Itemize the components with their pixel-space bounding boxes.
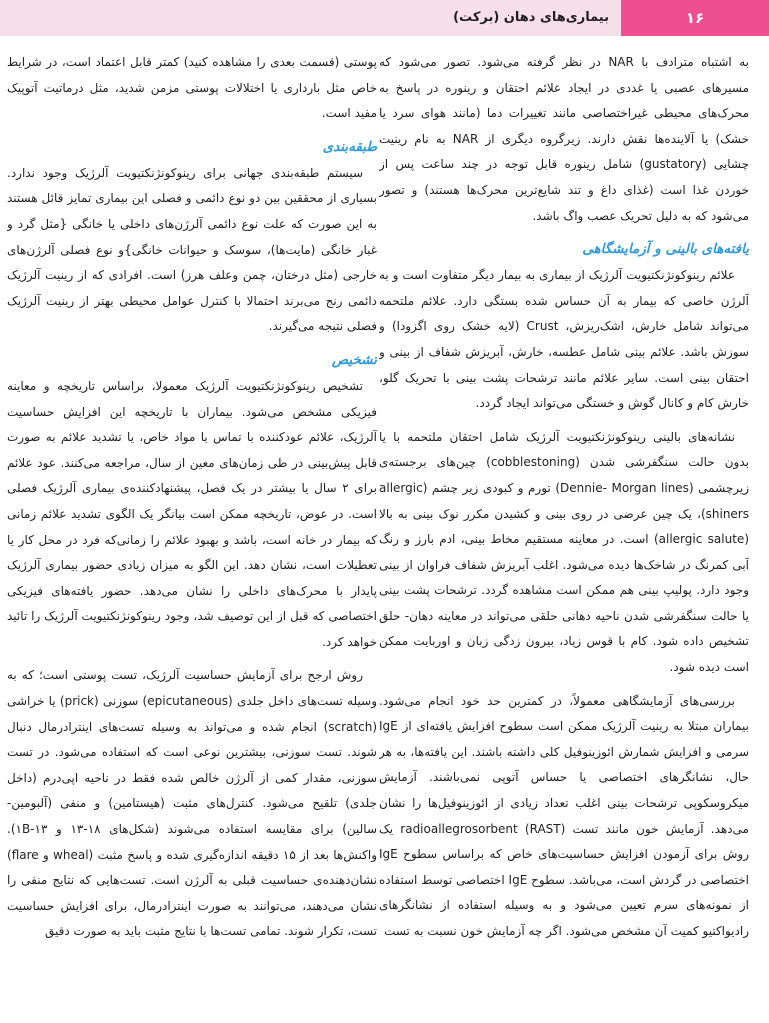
- book-title: بیماری‌های دهان (برکت): [453, 10, 609, 25]
- paragraph: علائم رینوکونژنکتیویت آلرژیک از بیماری به بیمار دیگر متفاوت است و به آلرژن خاصی که بیمار به آن حساس شده بستگی دارد. علائم ملتحمه می‌تواند شامل خارش، اشک‌ریزش، Crust (لایه خشک روی اگزودا) و سوزش باشد. علائم بینی شامل عطسه، خارش، آبریزش شفاف از بینی و احتقان بینی است. سایر علائم مانند ترشحات پشت بینی با تحریک گلو، خارش کام و کانال گوش و خستگی می‌تواند ایجاد گردد.: [379, 268, 749, 411]
- paragraph: روش ارجح برای آزمایش حساسیت آلرژیک، تست پوستی است؛ که به وسیله تست‌های داخل جلدی (epicutaneous) سوزنی (prick) یا خراشی (scratch) انجام شده و می‌تواند به وسیله تست‌های اینترادرمال دنبال شوند. تست سوزنی، بیشترین نوعی است که استفاده می‌شود. در تست سوزنی، مقدار کمی از آلرژن خالص شده فقط در ناحیه اپی‌درم (داخل جلدی) تلقیح می‌شود. کنترل‌های مثبت (هیستامین) و منفی (آلبومین- سالین) برای مقایسه استفاده می‌شوند (شکل‌های ۱۸-۱۳ و ۱B-۱۳). واکنش‌ها بعد از ۱۵ دقیقه اندازه‌گیری شده و پاسخ مثبت (wheal و flare) نشان‌دهنده‌ی حساسیت قبلی به آلرژن است. تست‌هایی که نتایج منفی را نشان می‌دهند، می‌توانند به صورت اینترادرمال، برای افزایش حساسیت تست، تکرار شوند. تمامی تست‌ها با نتایج مثبت باید به صورت دقیق: [7, 668, 377, 939]
- right-column: [379, 50, 749, 1020]
- paragraph: پوستی (قسمت بعدی را مشاهده کنید) کمتر قابل اعتماد است، در شرایط خاص مثل بارداری یا اختلالات پوستی مزمن شدید، مثل درماتیت آتوپیک مفید است.: [7, 55, 377, 121]
- paragraph: سیستم طبقه‌بندی جهانی برای رینوکونژنکتیویت آلرژیک وجود ندارد. بسیاری از محققین بین دو نوع دائمی و فصلی این بیماری تمایز قائل هستند به این صورت که علت نوع دائمی آلرژن‌های داخلی یا خانگی {مثل گرد و غبار خانگی (مایت‌ها)، سوسک و حیوانات خانگی}و نوع فصلی آلرژن‌های خارجی (مثل درختان، چمن وعلف هرز) است. افرادی که از رینیت آلرژیک دائمی رنج می‌برند احتمالا با کنترل عوامل محیطی بهتر از رینیت آلرژیک فصلی نتیجه می‌گیرند.: [7, 165, 377, 334]
- paragraph: بررسی‌های آزمایشگاهی معمولاً، در کمترین حد خود انجام می‌شود. بیماران مبتلا به رینیت آلرژیک ممکن است سطوح افزایش یافته‌ای از IgE سرمی و افزایش شمارش ائوزینوفیل کلی داشته باشند. این یافته‌ها، به هر حال، نشانگرهای اختصاصی یا حساس آتوپی نمی‌باشند. آزمایش میکروسکوپی ترشحات بینی اغلب تعداد زیادی از ائوزینوفیل‌ها را نشان می‌دهد. آزمایش خون مانند تست radioallegrosorbent (RAST) یک روش برای آزمودن افزایش حساسیت‌های خاص که براساس سطوح IgE اختصاصی در گردش است، می‌باشد. سطوح IgE اختصاصی توسط استفاده از نمونه‌های سرم تعیین می‌شود و به وسیله استفاده از نشانگرهای رادیواکتیو کمیت آن مشخص می‌شود. اگر چه آزمایش خون نسبت به تست: [379, 693, 749, 938]
- paragraph: نشانه‌های بالینی رینوکونژنکتیویت آلرژیک شامل احتقان ملتحمه با یا بدون حالت سنگفرشی شدن (cobblestoning) چین‌های برجسته‌ی زیرچشمی (Dennie- Morgan lines) تورم و کبودی زیر چشم (allergic shiners)، یک چین عرضی در روی بینی و کشیدن مکرر نوک بینی به بالا (allergic salute) است. در معاینه مستقیم مخاط بینی، ادم بارز و رنگ آبی کمرنگ در شاخک‌ها دیده می‌شود. اغلب آبریزش شفاف فراوان از بینی وجود دارد. پولیپ بینی هم ممکن است مشاهده گردد. ترشحات پشت بینی یا حالت سنگفرشی شدن ناحیه دهانی حلقی می‌تواند در معاینه دهان- حلق تشخیص داده شود. کام با قوس زیاد، بیرون زدگی زبان و اوربایت ممکن است دیده شود.: [379, 429, 749, 675]
- left-column: [7, 50, 377, 1020]
- running-header: [0, 0, 769, 36]
- paragraph: تشخیص رینوکونژنکتیویت آلرژیک معمولا، براساس تاریخچه و معاینه فیزیکی مشخص می‌شود. بیماران با تاریخچه این افزایش حساسیت آلرژیک، علائم عودکننده با تماس با مواد خاص، یا تشدید علائم به صورت قابل پیش‌بینی در طی زمان‌های معین از سال، مراجعه می‌کنند. عود علائم برای ۲ سال یا بیشتر در یک فصل، پیشنهادکننده‌ی بیماری آلرژیک فصلی است. در عوض، تاریخچه ممکن است بیانگر یک الگوی تشدید علائم زمانی که بیمار در خانه است، باشد و بهبود علائم را زمانی‌که فرد در محل کار یا تعطیلات است، نشان دهد. این الگو به میزان زیادی حضور بیماری آلرژیک پایدار با محرک‌های داخلی را نشان می‌دهد. حضور یافته‌های فیزیکی اختصاصی که قبل از این توصیف شد، وجود رینوکونژنکتیویت آلرژیک را تائید خواهد کرد.: [7, 378, 377, 649]
- section-heading: یافته‌های بالینی و آزمایشگاهی: [582, 241, 749, 258]
- section-heading: طبقه‌بندی: [322, 138, 377, 155]
- section-heading: تشخیص: [331, 351, 377, 368]
- paragraph: به اشتباه مترادف با NAR در نظر گرفته می‌شود. تصور می‌شود که مسیرهای عصبی یا غددی در ایجاد علائم احتقان و رینوره در پاسخ به محرک‌های محیطی غیراختصاصی مانند تغییرات دما (مانند هوای سرد یا خشک) یا آلاینده‌ها نقش دارند. زیرگروه دیگری از NAR به نام رینیت چشایی (gustatory) شامل رینوره قابل توجه در چند ساعت پس از خوردن غذا است (غذای داغ و تند شایع‌ترین محرک‌ها هستند) و تصور می‌شود که به دلیل تحریک عصب واگ باشد.: [379, 55, 749, 223]
- page-number: ۱۶: [621, 0, 769, 36]
